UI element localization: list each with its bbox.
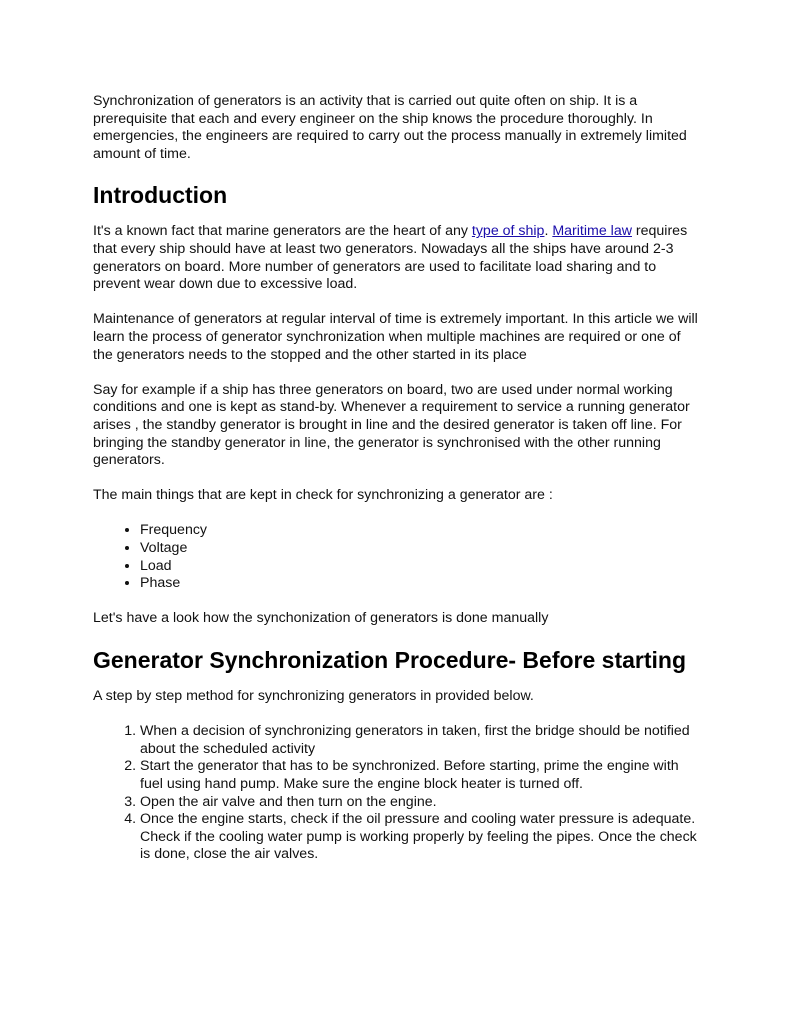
procedure-steps-list (93, 723, 703, 864)
list-item: 4. Once the engine starts, check if the oil pressure and cooling water pressure is adequate. Check if the cooling water pump is working properly by feeling the pipes. Once the check is done, close the air valves. (140, 811, 703, 864)
introduction-paragraph-4: The main things that are kept in check for synchronizing a generator are : (93, 487, 553, 504)
list-item: • Frequency (140, 522, 703, 540)
maritime-law-link[interactable]: Maritime law (552, 223, 632, 240)
introduction-paragraph-5: Let's have a look how the synchonization of generators is done manually (93, 610, 549, 627)
procedure-heading: Generator Synchronization Procedure- Before starting (93, 647, 687, 674)
list-item: • Phase (140, 575, 703, 593)
introduction-heading: Introduction (93, 182, 228, 209)
procedure-lead: A step by step method for synchronizing generators in provided below. (93, 688, 534, 705)
intro-paragraph: Synchronization of generators is an activity that is carried out quite often on ship. It is a prerequisite that each and every engineer on the ship knows the procedure thoroughly. In emergencies, the engineers are required to carry out the process manually in extremely limited amount of time. (93, 93, 687, 162)
list-item: 2. Start the generator that has to be synchronized. Before starting, prime the engine with fuel using hand pump. Make sure the engine block heater is turned off. (140, 758, 703, 793)
introduction-paragraph-1 (93, 223, 703, 293)
list-item: • Voltage (140, 540, 703, 558)
list-item: 3. Open the air valve and then turn on the engine. (140, 794, 703, 812)
list-item: • Load (140, 558, 703, 576)
document-page (93, 93, 703, 864)
list-item: 1. When a decision of synchronizing generators in taken, first the bridge should be notified about the scheduled activity (140, 723, 703, 758)
introduction-paragraph-3: Say for example if a ship has three generators on board, two are used under normal working conditions and one is kept as stand-by. Whenever a requirement to service a running generator arises , the standby generator is brought in line and the desired generator is taken off line. For bringing the standby generator in line, the generator is synchronised with the other running generators. (93, 381, 690, 469)
introduction-paragraph-2: Maintenance of generators at regular interval of time is extremely important. In this article we will learn the process of generator synchronization when multiple machines are required or one of the generators needs to the stopped and the other started in its place (93, 311, 698, 363)
p1-text-after-link: requires that every ship should have at least two generators. Nowadays all the ships have around 2-3 generators on board. More number of generators are used to facilitate load sharing and to prevent wear down due to excessive load. (93, 223, 688, 293)
type-of-ship-link[interactable]: type of ship (471, 223, 545, 240)
checks-list (93, 522, 703, 592)
p1-separator: . (544, 223, 553, 240)
p1-text-before-link: It's a known fact that marine generators are the heart of any (93, 223, 472, 240)
